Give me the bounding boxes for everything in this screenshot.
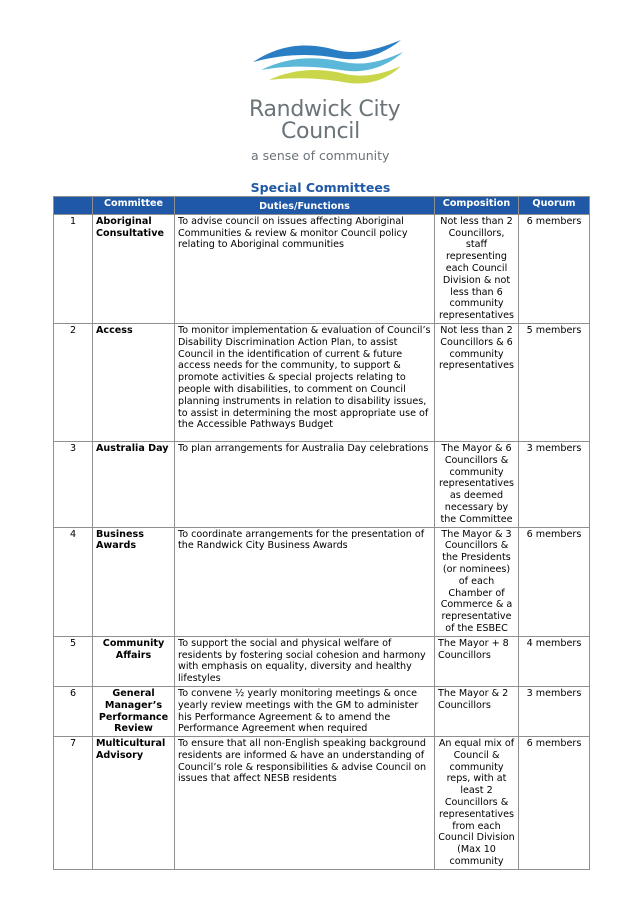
- committee-name: Access: [93, 323, 175, 441]
- committee-duties: To convene ½ yearly monitoring meetings & once yearly review meetings with the GM to administer his Performance Agreement & to amend the Performance Agreement when required: [175, 686, 435, 736]
- table-row: [54, 323, 590, 441]
- row-number: 2: [54, 323, 93, 441]
- row-number: 4: [54, 527, 93, 636]
- table-header-row: [54, 197, 590, 215]
- header-number: [54, 197, 93, 215]
- committee-duties: To coordinate arrangements for the presentation of the Randwick City Business Awards: [175, 527, 435, 636]
- committee-quorum: 6 members: [519, 737, 590, 870]
- header-composition: Composition: [435, 197, 519, 215]
- table-row: [54, 686, 590, 736]
- committee-composition: An equal mix of Council & community reps, with at least 2 Councillors & representatives from each Council Division (Max 10 community: [435, 737, 519, 870]
- committee-composition: The Mayor & 6 Councillors & community representatives as deemed necessary by the Committee: [435, 441, 519, 527]
- table-row: [54, 441, 590, 527]
- row-number: 3: [54, 441, 93, 527]
- page-title: Special Committees: [250, 180, 391, 195]
- table-row: [54, 527, 590, 636]
- committee-duties: To monitor implementation & evaluation of Council’s Disability Discrimination Action Plan, to assist Council in the identification of current & future access needs for the community, to support & promote activities & special projects relating to people with disabilities, to comment on Council planning instruments in relation to disability issues, to assist in determining the most appropriate use of the Accessible Pathways Budget: [175, 323, 435, 441]
- wave-logo-icon: [251, 36, 411, 96]
- logo-name-line1: Randwick City: [249, 97, 401, 122]
- committee-composition: The Mayor + 8 Councillors: [435, 636, 519, 686]
- logo-tagline: a sense of community: [251, 148, 390, 163]
- table-row: [54, 737, 590, 870]
- committee-quorum: 3 members: [519, 686, 590, 736]
- council-logo: [245, 36, 415, 166]
- committee-name: General Manager’s Performance Review: [93, 686, 175, 736]
- committee-quorum: 6 members: [519, 527, 590, 636]
- table-row: [54, 214, 590, 323]
- committee-name: Aboriginal Consultative: [93, 214, 175, 323]
- row-number: 1: [54, 214, 93, 323]
- committee-quorum: 6 members: [519, 214, 590, 323]
- committee-name: Multicultural Advisory: [93, 737, 175, 870]
- committee-composition: The Mayor & 2 Councillors: [435, 686, 519, 736]
- logo-name-line2: Council: [281, 119, 360, 144]
- row-number: 6: [54, 686, 93, 736]
- committee-composition: The Mayor & 3 Councillors & the Presidents (or nominees) of each Chamber of Commerce & a representative of the ESBEC: [435, 527, 519, 636]
- committee-duties: To advise council on issues affecting Aboriginal Communities & review & monitor Council policy relating to Aboriginal communities: [175, 214, 435, 323]
- committee-name: Community Affairs: [93, 636, 175, 686]
- committee-composition: Not less than 2 Councillors, staff representing each Council Division & not less than 6 community representatives: [435, 214, 519, 323]
- committee-quorum: 3 members: [519, 441, 590, 527]
- committee-duties: To support the social and physical welfare of residents by fostering social cohesion and harmony with emphasis on equality, diversity and healthy lifestyles: [175, 636, 435, 686]
- committee-quorum: 4 members: [519, 636, 590, 686]
- committee-quorum: 5 members: [519, 323, 590, 441]
- row-number: 5: [54, 636, 93, 686]
- committee-name: Australia Day: [93, 441, 175, 527]
- committee-composition: Not less than 2 Councillors & 6 community representatives: [435, 323, 519, 441]
- header-committee: Committee: [93, 197, 175, 215]
- committee-duties: To ensure that all non-English speaking background residents are informed & have an understanding of Council’s role & responsibilities & advise Council on issues that affect NESB residents: [175, 737, 435, 870]
- table-row: [54, 636, 590, 686]
- committee-name: Business Awards: [93, 527, 175, 636]
- header-quorum: Quorum: [519, 197, 590, 215]
- special-committees-table: [53, 196, 590, 870]
- committee-duties: To plan arrangements for Australia Day celebrations: [175, 441, 435, 527]
- row-number: 7: [54, 737, 93, 870]
- header-duties: Duties/Functions: [175, 197, 435, 215]
